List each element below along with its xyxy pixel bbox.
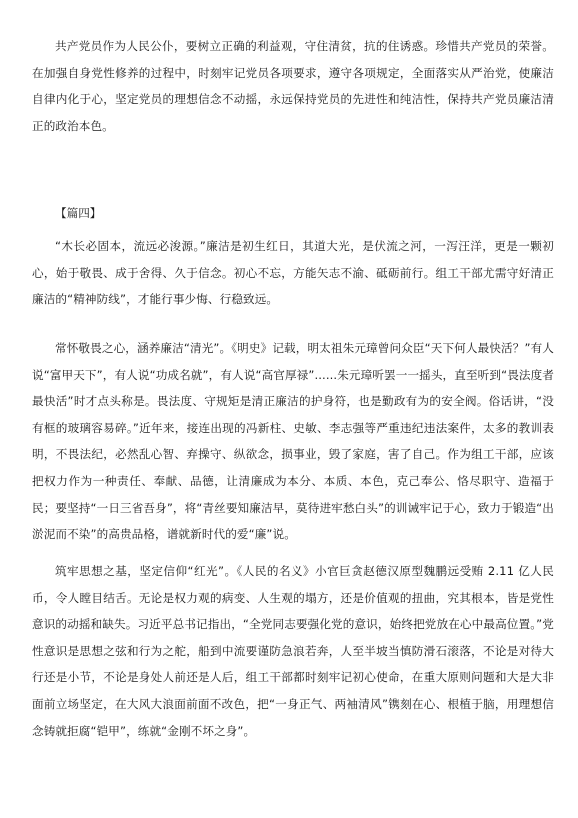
paragraph-intro: 共产党员作为人民公仆，要树立正确的利益观，守住清贫，抗的住诱惑。珍惜共产党员的荣誉。在加强自身党性修养的过程中，时刻牢记党员各项要求，遵守各项规定，全面落实从严治党，使廉洁自律内化于心，坚定党员的理想信念不动摇，永远保持党员的先进性和纯洁性，保持共产党员廉洁清正的政治本色。 <box>32 39 554 133</box>
paragraph-awe: 常怀敬畏之心，涵养廉洁“清光”。《明史》记载，明太祖朱元璋曾问众臣“天下何人最快活？”有人说“富甲天下”，有人说“功成名就”，有人说“高官厚禄”......朱元璋听罢一一摇头，直至听到“畏法度者最快活”时才点头称是。畏法度、守规矩是清正廉洁的护身符，也是勤政有为的安全阀。俗话讲，“没有框的玻璃容易碎。”近年来，接连出现的冯新柱、史敏、李志强等严重违纪违法案件，太多的教训表明，不畏法纪，必然乱心智、弃操守、纵欲念，损事业，毁了家庭，害了自己。作为组工干部，应该把权力作为一种责任、奉献、品德，让清廉成为本分、本质、本色，克己奉公、恪尽职守、造福于民；要坚持“一日三省吾身”，将“青丝要知廉洁早，莫待进牢愁白头”的训诫牢记于心，致力于锻造“出淤泥而不染”的高贵品格，谱就新时代的爱“廉”说。 <box>32 341 554 542</box>
paragraph-opening: “木长必固本，流远必浚源。”廉洁是初生红日，其道大光，是伏流之河，一泻汪洋，更是一颗初心，始于敬畏、成于舍得、久于信念。初心不忘，方能矢志不渝、砥砺前行。组工干部尤需守好清正廉洁的“精神防线”，才能行事少悔、行稳致远。 <box>32 239 554 307</box>
paragraph-faith: 筑牢思想之基，坚定信仰“红光”。《人民的名义》小官巨贪赵德汉原型魏鹏远受贿 2.11 亿人民币，令人瞠目结舌。无论是权力观的病变、人生观的塌方，还是价值观的扭曲，究其根本，皆是党性意识的动摇和缺失。习近平总书记指出，“全党同志要强化党的意识，始终把党放在心中最高位置。”党性意识是思想之弦和行为之舵，船到中流要谨防急浪若奔，人至半坡当慎防滑石滚落，不论是对待大行还是小节，不论是身处人前还是人后，组工干部都时刻牢记初心使命，在重大原则问题和大是大非面前立场坚定，在大风大浪面前面不改色，把“一身正气、两袖清风”镌刻在心、根植于脑，用理想信念铸就拒腐“铠甲”，练就“金刚不坏之身”。 <box>32 564 554 738</box>
section-heading: 【篇四】 <box>55 206 102 220</box>
